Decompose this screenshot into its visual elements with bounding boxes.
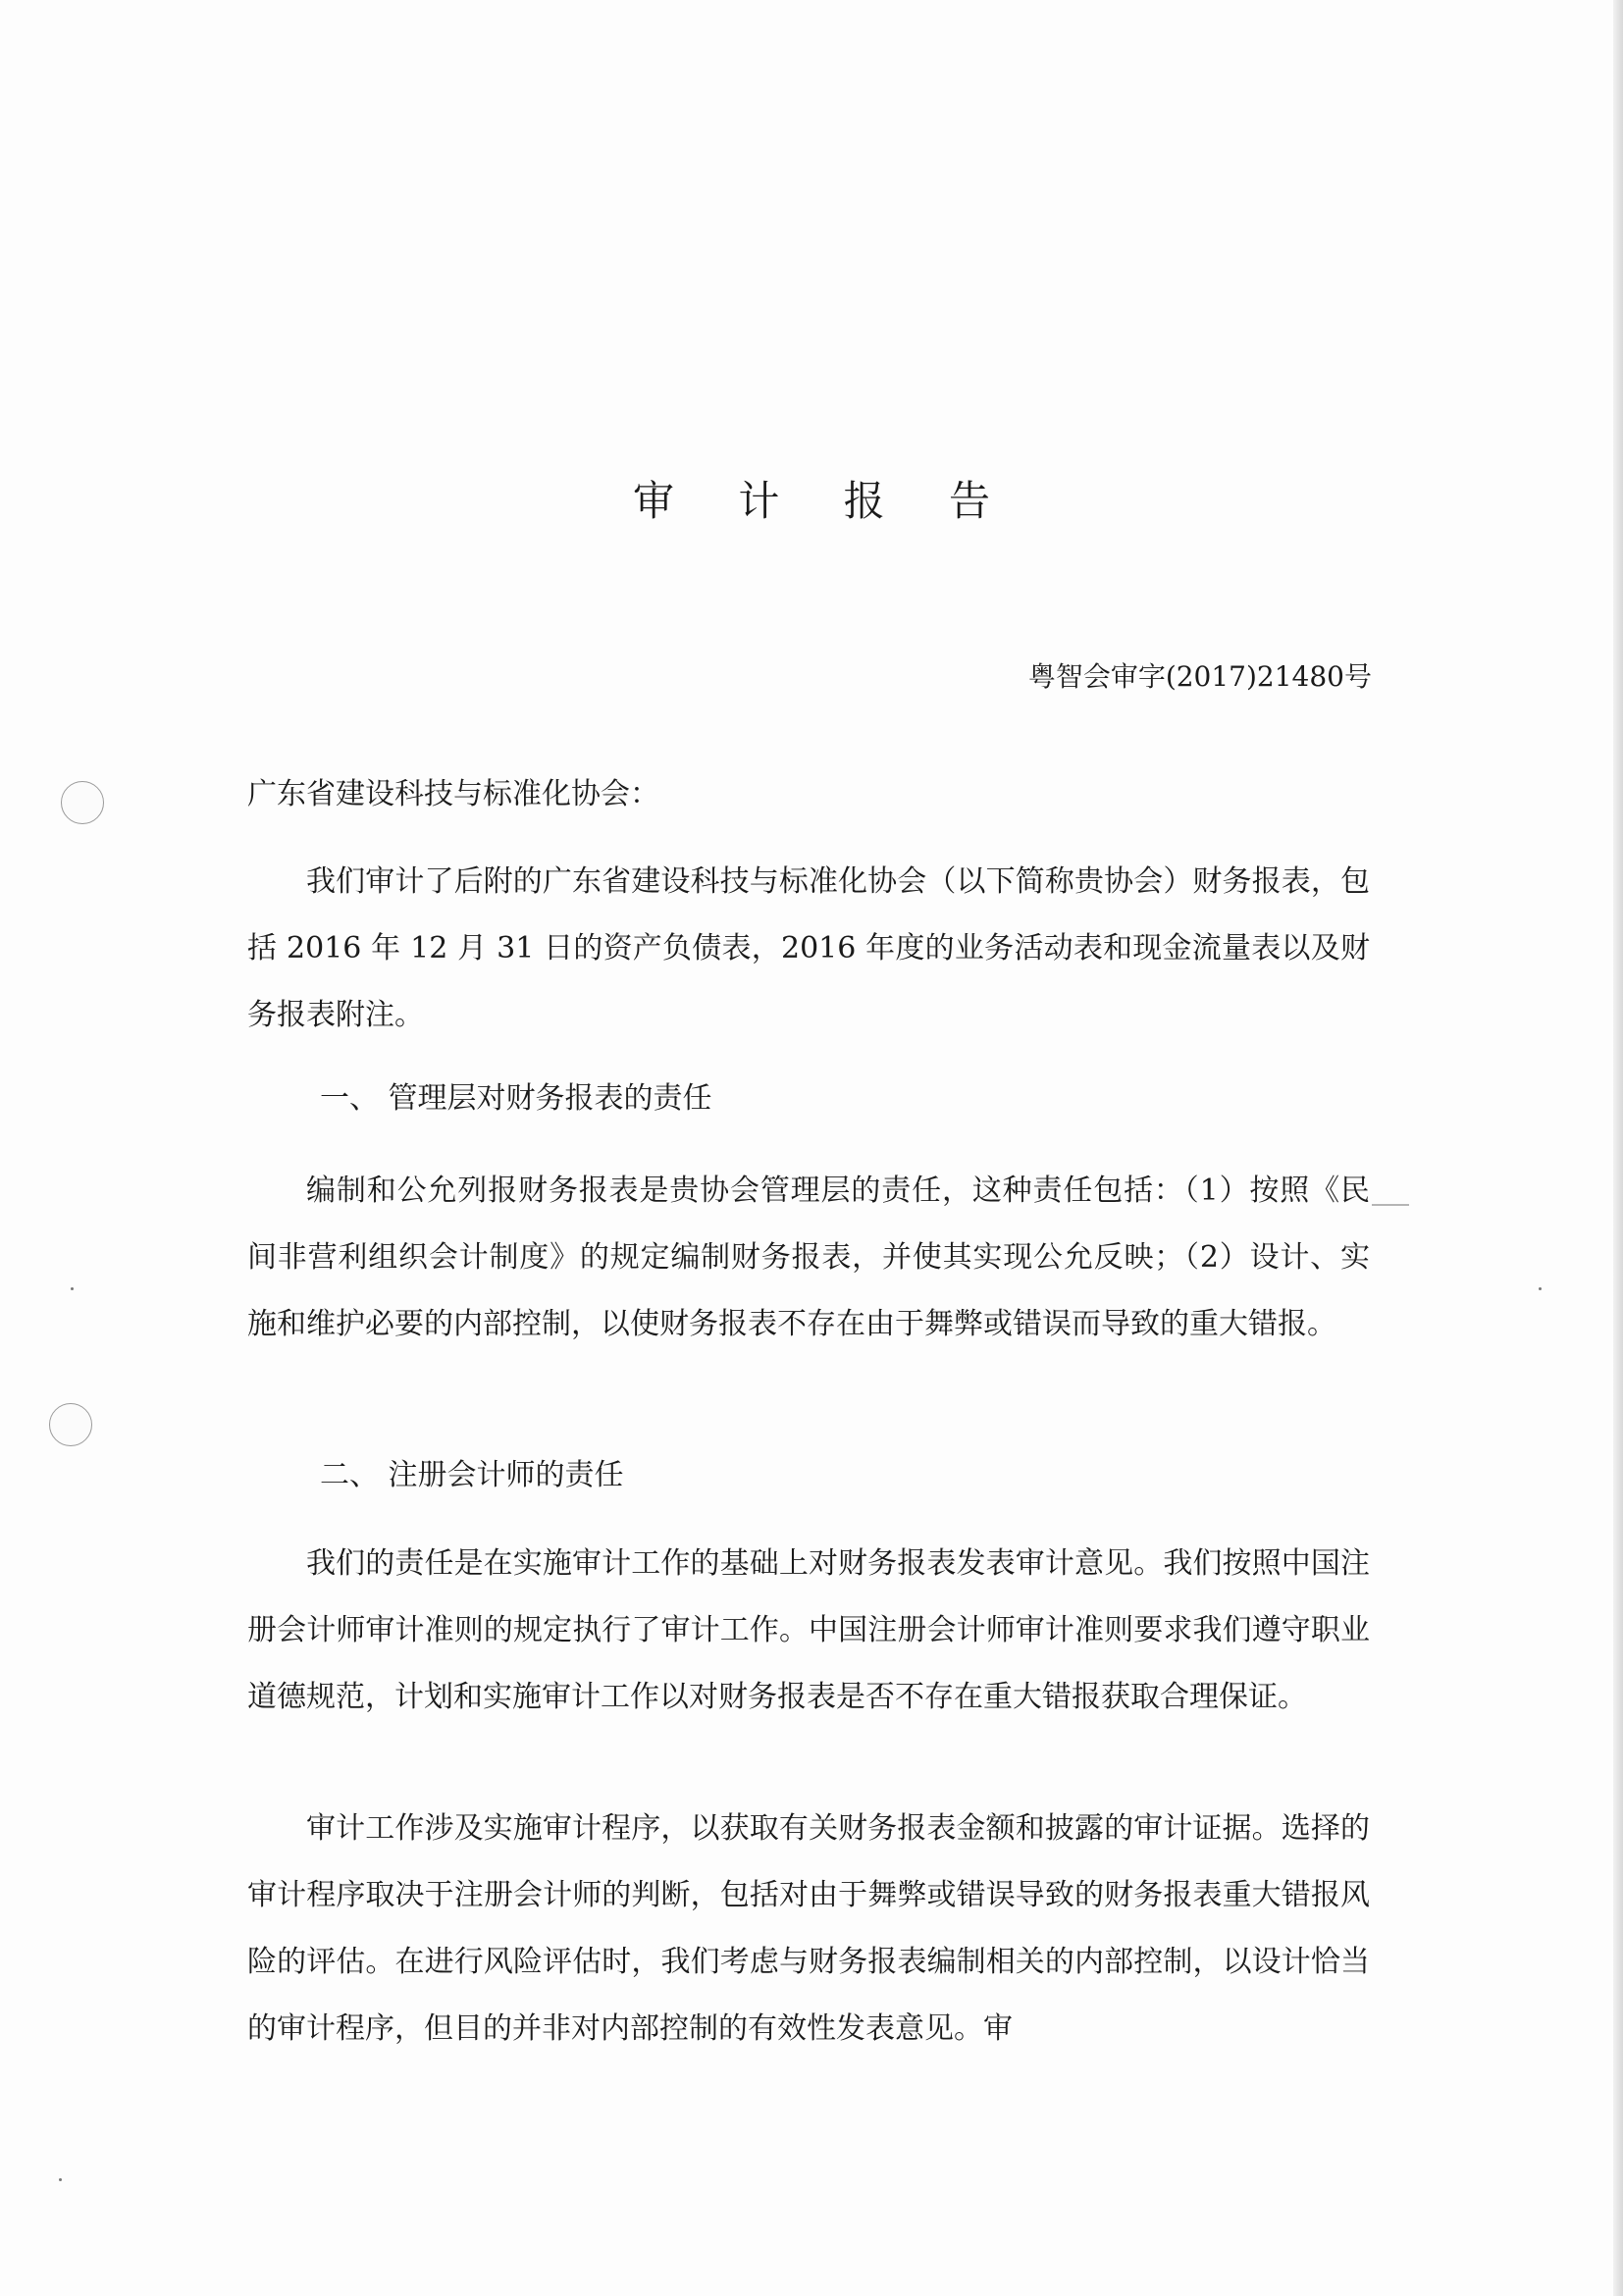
addressee: 广东省建设科技与标准化协会： (247, 777, 659, 811)
section-heading-management-responsibility: 一、 管理层对财务报表的责任 (320, 1081, 712, 1116)
management-responsibility-paragraph: 编制和公允列报财务报表是贵协会管理层的责任，这种责任包括：（1）按照《民间非营利组织会计制度》的规定编制财务报表，并使其实现公允反映；（2）设计、实施和维护必要的内部控制，以使财务报表不存在由于舞弊或错误而导致的重大错报。 (247, 1174, 1370, 1341)
scan-edge-mark (1372, 1204, 1409, 1206)
intro-paragraph: 我们审计了后附的广东省建设科技与标准化协会（以下简称贵协会）财务报表，包括 2016 年 12 月 31 日的资产负债表，2016 年度的业务活动表和现金流量表以及财务报表附注。 (247, 864, 1370, 1032)
punch-hole-bottom (49, 1403, 92, 1446)
document-number: 粤智会审字(2017)21480号 (1027, 660, 1372, 693)
scan-speck (71, 1287, 74, 1290)
punch-hole-top (61, 781, 104, 824)
auditor-responsibility-paragraph-1: 我们的责任是在实施审计工作的基础上对财务报表发表审计意见。我们按照中国注册会计师审计准则的规定执行了审计工作。中国注册会计师审计准则要求我们遵守职业道德规范，计划和实施审计工作以对财务报表是否不存在重大错报获取合理保证。 (247, 1546, 1370, 1714)
report-title: 审 计 报 告 (632, 477, 1017, 525)
section-heading-auditor-responsibility: 二、 注册会计师的责任 (320, 1458, 624, 1492)
scan-speck (59, 2178, 62, 2181)
auditor-responsibility-paragraph-2: 审计工作涉及实施审计程序，以获取有关财务报表金额和披露的审计证据。选择的审计程序取决于注册会计师的判断，包括对由于舞弊或错误导致的财务报表重大错报风险的评估。在进行风险评估时，我们考虑与财务报表编制相关的内部控制，以设计恰当的审计程序，但目的并非对内部控制的有效性发表意见。审 (247, 1811, 1370, 2046)
scan-speck (1539, 1287, 1542, 1290)
page-edge-shadow (1613, 0, 1623, 2296)
